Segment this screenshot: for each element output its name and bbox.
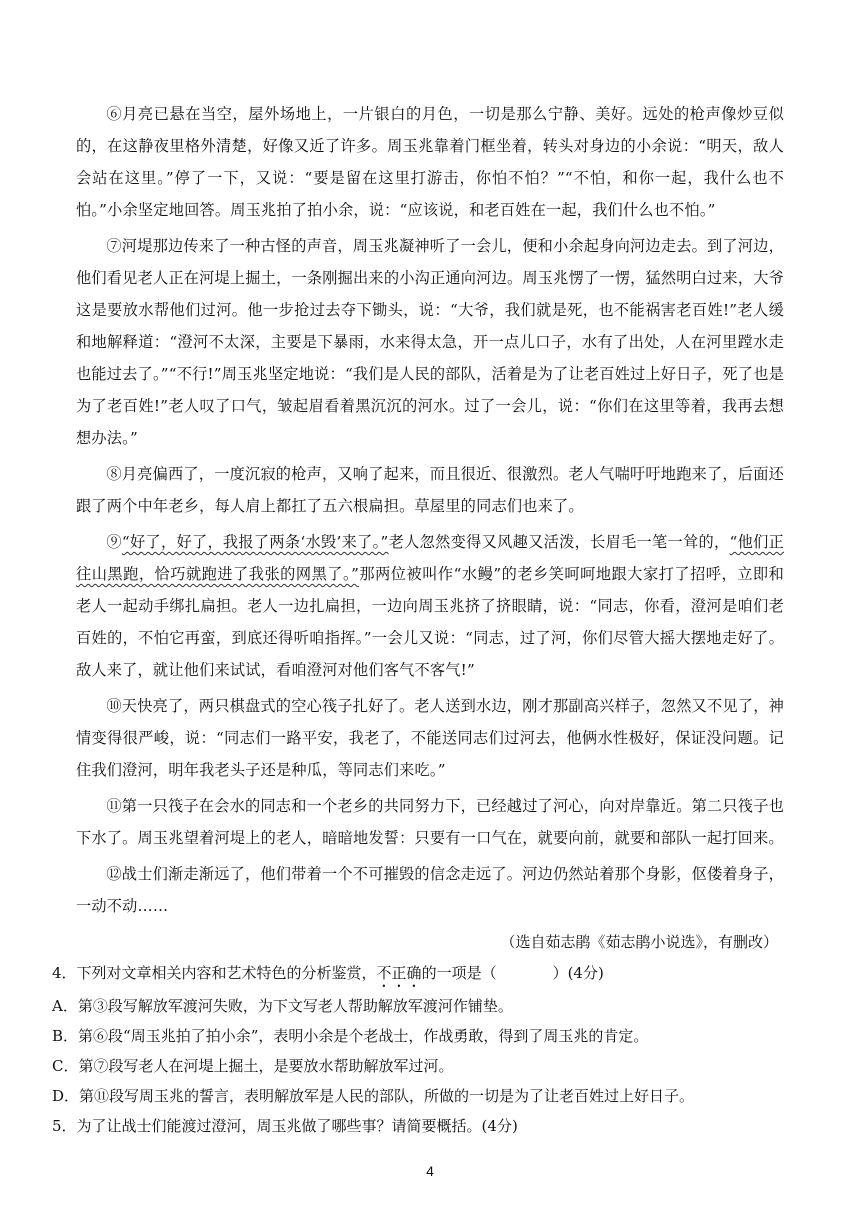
question-4-stem-middle: 的一项是（ <box>421 964 497 982</box>
paragraph-9 <box>76 526 784 686</box>
paragraph-9-number: ⑨ <box>106 533 122 551</box>
paragraph-11: ⑪第一只筏子在会水的同志和一个老乡的共同努力下，已经越过了河心，向对岸靠近。第二只筏子也下水了。周玉兆望着河堤上的老人，暗暗地发誓：只要有一口气在，就要向前，就要和部队一起打回来。 <box>76 797 784 847</box>
paragraph-8: ⑧月亮偏西了，一度沉寂的枪声，又响了起来，而且很近、很激烈。老人气喘吁吁地跑来了，后面还跟了两个中年老乡，每人肩上都扛了五六根扁担。草屋里的同志们也来了。 <box>76 465 784 515</box>
question-4-option-b: B．第⑥段“周玉兆拍了拍小余”，表明小余是个老战士，作战勇敢，得到了周玉兆的肯定。 <box>52 1027 649 1045</box>
question-4-stem-end: ）(4分) <box>552 964 604 982</box>
paragraph-9-middle: 老人忽然变得又风趣又活泼，长眉毛一笔一耸的， <box>388 533 730 551</box>
question-4-emphasis: 不正确 <box>376 964 422 982</box>
paragraph-10: ⑩天快亮了，两只棋盘式的空心筏子扎好了。老人送到水边，刚才那副高兴样子，忽然又不见了，神情变得很严峻，说：“同志们一路平安，我老了，不能送同志们过河去，他俩水性极好，保证没问题。记住我们澄河，明年我老头子还是种瓜，等同志们来吃。” <box>76 697 784 779</box>
paragraph-12: ⑫战士们渐走渐远了，他们带着一个不可摧毁的信念走远了。河边仍然站着那个身影，伛偻着身子，一动不动…… <box>76 865 784 915</box>
paragraph-7: ⑦河堤那边传来了一种古怪的声音，周玉兆凝神听了一会儿，便和小余起身向河边走去。到了河边，他们看见老人正在河堤上掘土，一条刚掘出来的小沟正通向河边。周玉兆愣了一愣，猛然明白过来，大爷这是要放水帮他们过河。他一步抢过去夺下锄头，说：“大爷，我们就是死，也不能祸害老百姓!”老人缓和地解释道：“澄河不太深，主要是下暴雨，水来得太急，开一点儿口子，水有了出处，人在河里蹚水走也能过去了。”“不行!”周玉兆坚定地说：“我们是人民的部队，活着是为了让老百姓过上好日子，死了也是为了老百姓!”老人叹了口气，皱起眉看着黑沉沉的河水。过了一会儿，说：“你们在这里等着，我再去想想办法。” <box>76 237 784 447</box>
page-number: 4 <box>426 1163 434 1179</box>
wavy-underlined-quote-2: “他们正往山黑跑，恰巧就跑进了我张的网黑了。” <box>76 533 784 583</box>
question-4-option-d: D．第⑪段写周玉兆的誓言，表明解放军是人民的部队，所做的一切是为了让老百姓过上好日子。 <box>52 1087 695 1105</box>
wavy-underlined-quote-1: “好了，好了，我报了两条‘水毁’来了。” <box>121 533 389 551</box>
article-body <box>52 98 784 1141</box>
question-4-option-c: C．第⑦段写老人在河堤上掘土，是要放水帮助解放军过河。 <box>52 1057 454 1075</box>
paragraph-9-rest: 那两位被叫作“水鳗”的老乡笑呵呵地跟大家打了招呼，立即和老人一起动手绑扎扁担。老人一边扎扁担，一边向周玉兆挤了挤眼睛，说：“同志，你看，澄河是咱们老百姓的，不怕它再蛮，到底还得听咱指挥。”一会儿又说：“同志，过了河，你们尽管大摇大摆地走好了。敌人来了，就让他们来试试，看咱澄河对他们客气不客气!” <box>76 565 784 679</box>
source-citation: （选自茹志鹃《茹志鹃小说选》，有删改） <box>500 933 778 951</box>
question-5: 5．为了让战士们能渡过澄河，周玉兆做了哪些事？请简要概括。(4分) <box>52 1117 518 1135</box>
question-4-stem-start: 4．下列对文章相关内容和艺术特色的分析鉴赏， <box>52 964 377 982</box>
question-4-stem <box>52 958 784 991</box>
question-4-option-a: A．第③段写解放军渡河失败，为下文写老人帮助解放军渡河作铺垫。 <box>52 997 513 1015</box>
paragraph-6: ⑥月亮已悬在当空，屋外场地上，一片银白的月色，一切是那么宁静、美好。远处的枪声像炒豆似的，在这静夜里格外清楚，好像又近了许多。周玉兆靠着门框坐着，转头对身边的小余说：“明天，敌人会站在这里。”停了一下，又说：“要是留在这里打游击，你怕不怕？”“不怕，和你一起，我什么也不怕。”小余坚定地回答。周玉兆拍了拍小余，说：“应该说，和老百姓在一起，我们什么也不怕。” <box>76 105 784 219</box>
